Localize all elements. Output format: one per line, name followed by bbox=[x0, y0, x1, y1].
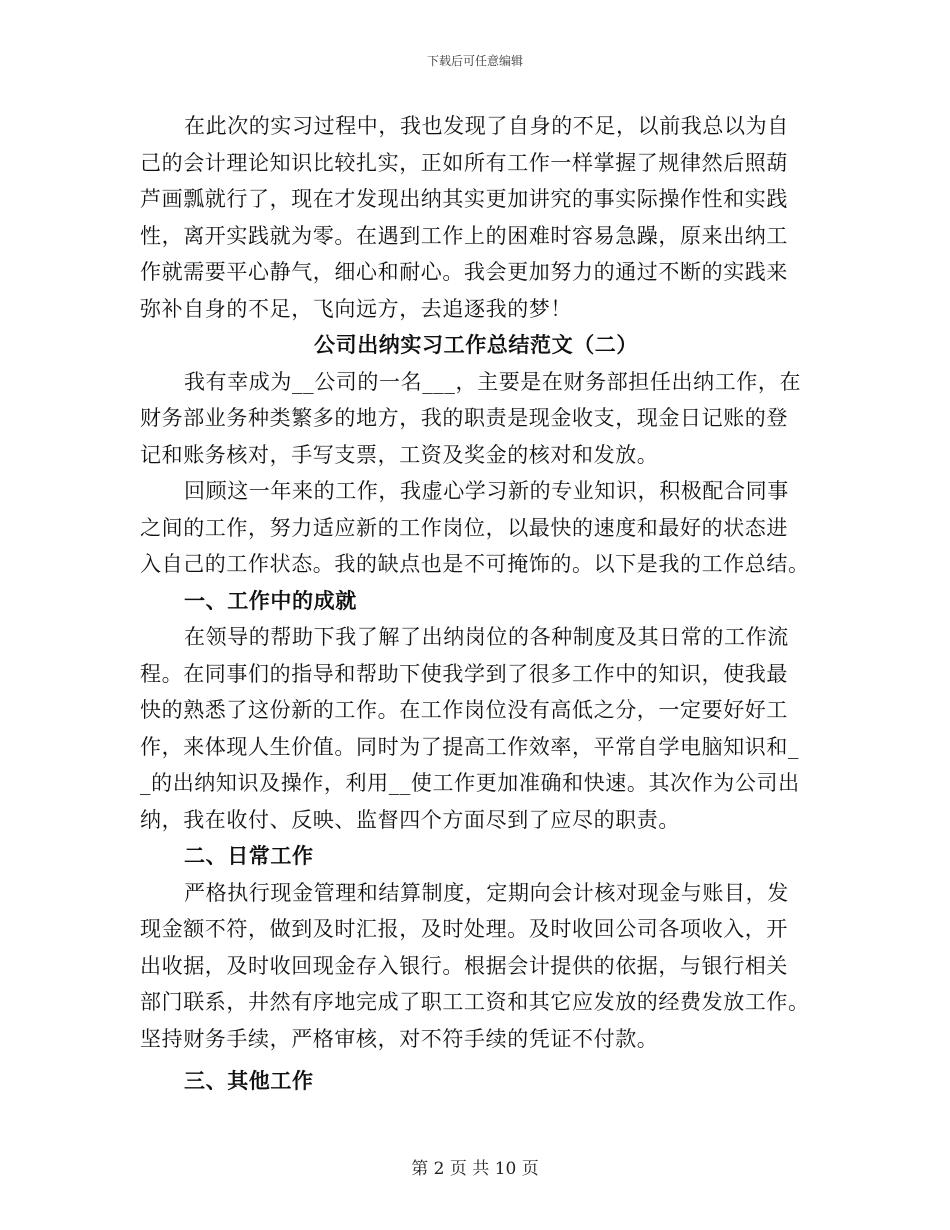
section-1-paragraph bbox=[140, 619, 812, 838]
paragraph-2 bbox=[140, 473, 812, 583]
section-2-paragraph bbox=[140, 875, 812, 1058]
paragraph-line: 己的会计理论知识比较扎实，正如所有工作一样掌握了规律然后照葫 bbox=[140, 150, 788, 175]
paragraph-line: 坚持财务手续，严格审核，对不符手续的凭证不付款。 bbox=[140, 1026, 659, 1051]
document-body bbox=[140, 108, 812, 1100]
paragraph-line: 出收据，及时收回现金存入银行。根据会计提供的依据，与银行相关 bbox=[140, 953, 788, 978]
paragraph-line: 纳，我在收付、反映、监督四个方面尽到了应尽的职责。 bbox=[140, 807, 680, 832]
paragraph-line: 作，来体现人生价值。同时为了提高工作效率，平常自学电脑知识和_ bbox=[140, 734, 800, 759]
section-heading-achievements: 一、工作中的成就 bbox=[184, 587, 357, 613]
paragraph-line: 回顾这一年来的工作，我虚心学习新的专业知识，积极配合同事 bbox=[184, 479, 789, 503]
section-heading-other-work: 三、其他工作 bbox=[184, 1068, 314, 1093]
paragraph-line: 芦画瓢就行了，现在才发现出纳其实更加讲究的事实际操作性和实践 bbox=[140, 187, 788, 211]
paragraph-line: 作就需要平心静气，细心和耐心。我会更加努力的通过不断的实践来 bbox=[140, 260, 788, 284]
paragraph-line: 记和账务核对，手写支票，工资及奖金的核对和发放。 bbox=[140, 442, 659, 467]
page-header-note: 下载后可任意编辑 bbox=[426, 54, 523, 68]
paragraph-line: 部门联系，井然有序地完成了职工工资和其它应发放的经费发放工作。 bbox=[140, 990, 810, 1014]
paragraph-line: 快的熟悉了这份新的工作。在工作岗位没有高低之分，一定要好好工 bbox=[140, 698, 788, 722]
intro-paragraph bbox=[140, 108, 812, 327]
paragraph-1 bbox=[140, 364, 812, 474]
page-number-footer: 第 2 页 共 10 页 bbox=[411, 1159, 539, 1179]
paragraph-line: 严格执行现金管理和结算制度，定期向会计核对现金与账目，发 bbox=[184, 880, 789, 905]
paragraph-line: _的出纳知识及操作，利用__使工作更加准确和快速。其次作为公司出 bbox=[140, 771, 800, 795]
document-title: 公司出纳实习工作总结范文（二） bbox=[314, 332, 638, 357]
paragraph-line: 弥补自身的不足，飞向远方，去追逐我的梦！ bbox=[140, 296, 572, 321]
paragraph-line: 现金额不符，做到及时汇报，及时处理。及时收回公司各项收入，开 bbox=[140, 917, 788, 941]
paragraph-line: 我有幸成为__公司的一名___，主要是在财务部担任出纳工作，在 bbox=[184, 369, 802, 394]
paragraph-line: 之间的工作，努力适应新的工作岗位，以最快的速度和最好的状态进 bbox=[140, 515, 788, 540]
section-heading-daily-work: 二、日常工作 bbox=[184, 843, 314, 868]
paragraph-line: 入自己的工作状态。我的缺点也是不可掩饰的。以下是我的工作总结。 bbox=[140, 552, 810, 576]
paragraph-line: 性，离开实践就为零。在遇到工作上的困难时容易急躁，原来出纳工 bbox=[140, 223, 788, 248]
paragraph-line: 程。在同事们的指导和帮助下使我学到了很多工作中的知识，使我最 bbox=[140, 661, 788, 686]
paragraph-line: 在此次的实习过程中，我也发现了自身的不足，以前我总以为自 bbox=[184, 114, 789, 138]
paragraph-line: 财务部业务种类繁多的地方，我的职责是现金收支，现金日记账的登 bbox=[140, 406, 788, 430]
paragraph-line: 在领导的帮助下我了解了出纳岗位的各种制度及其日常的工作流 bbox=[184, 625, 789, 649]
